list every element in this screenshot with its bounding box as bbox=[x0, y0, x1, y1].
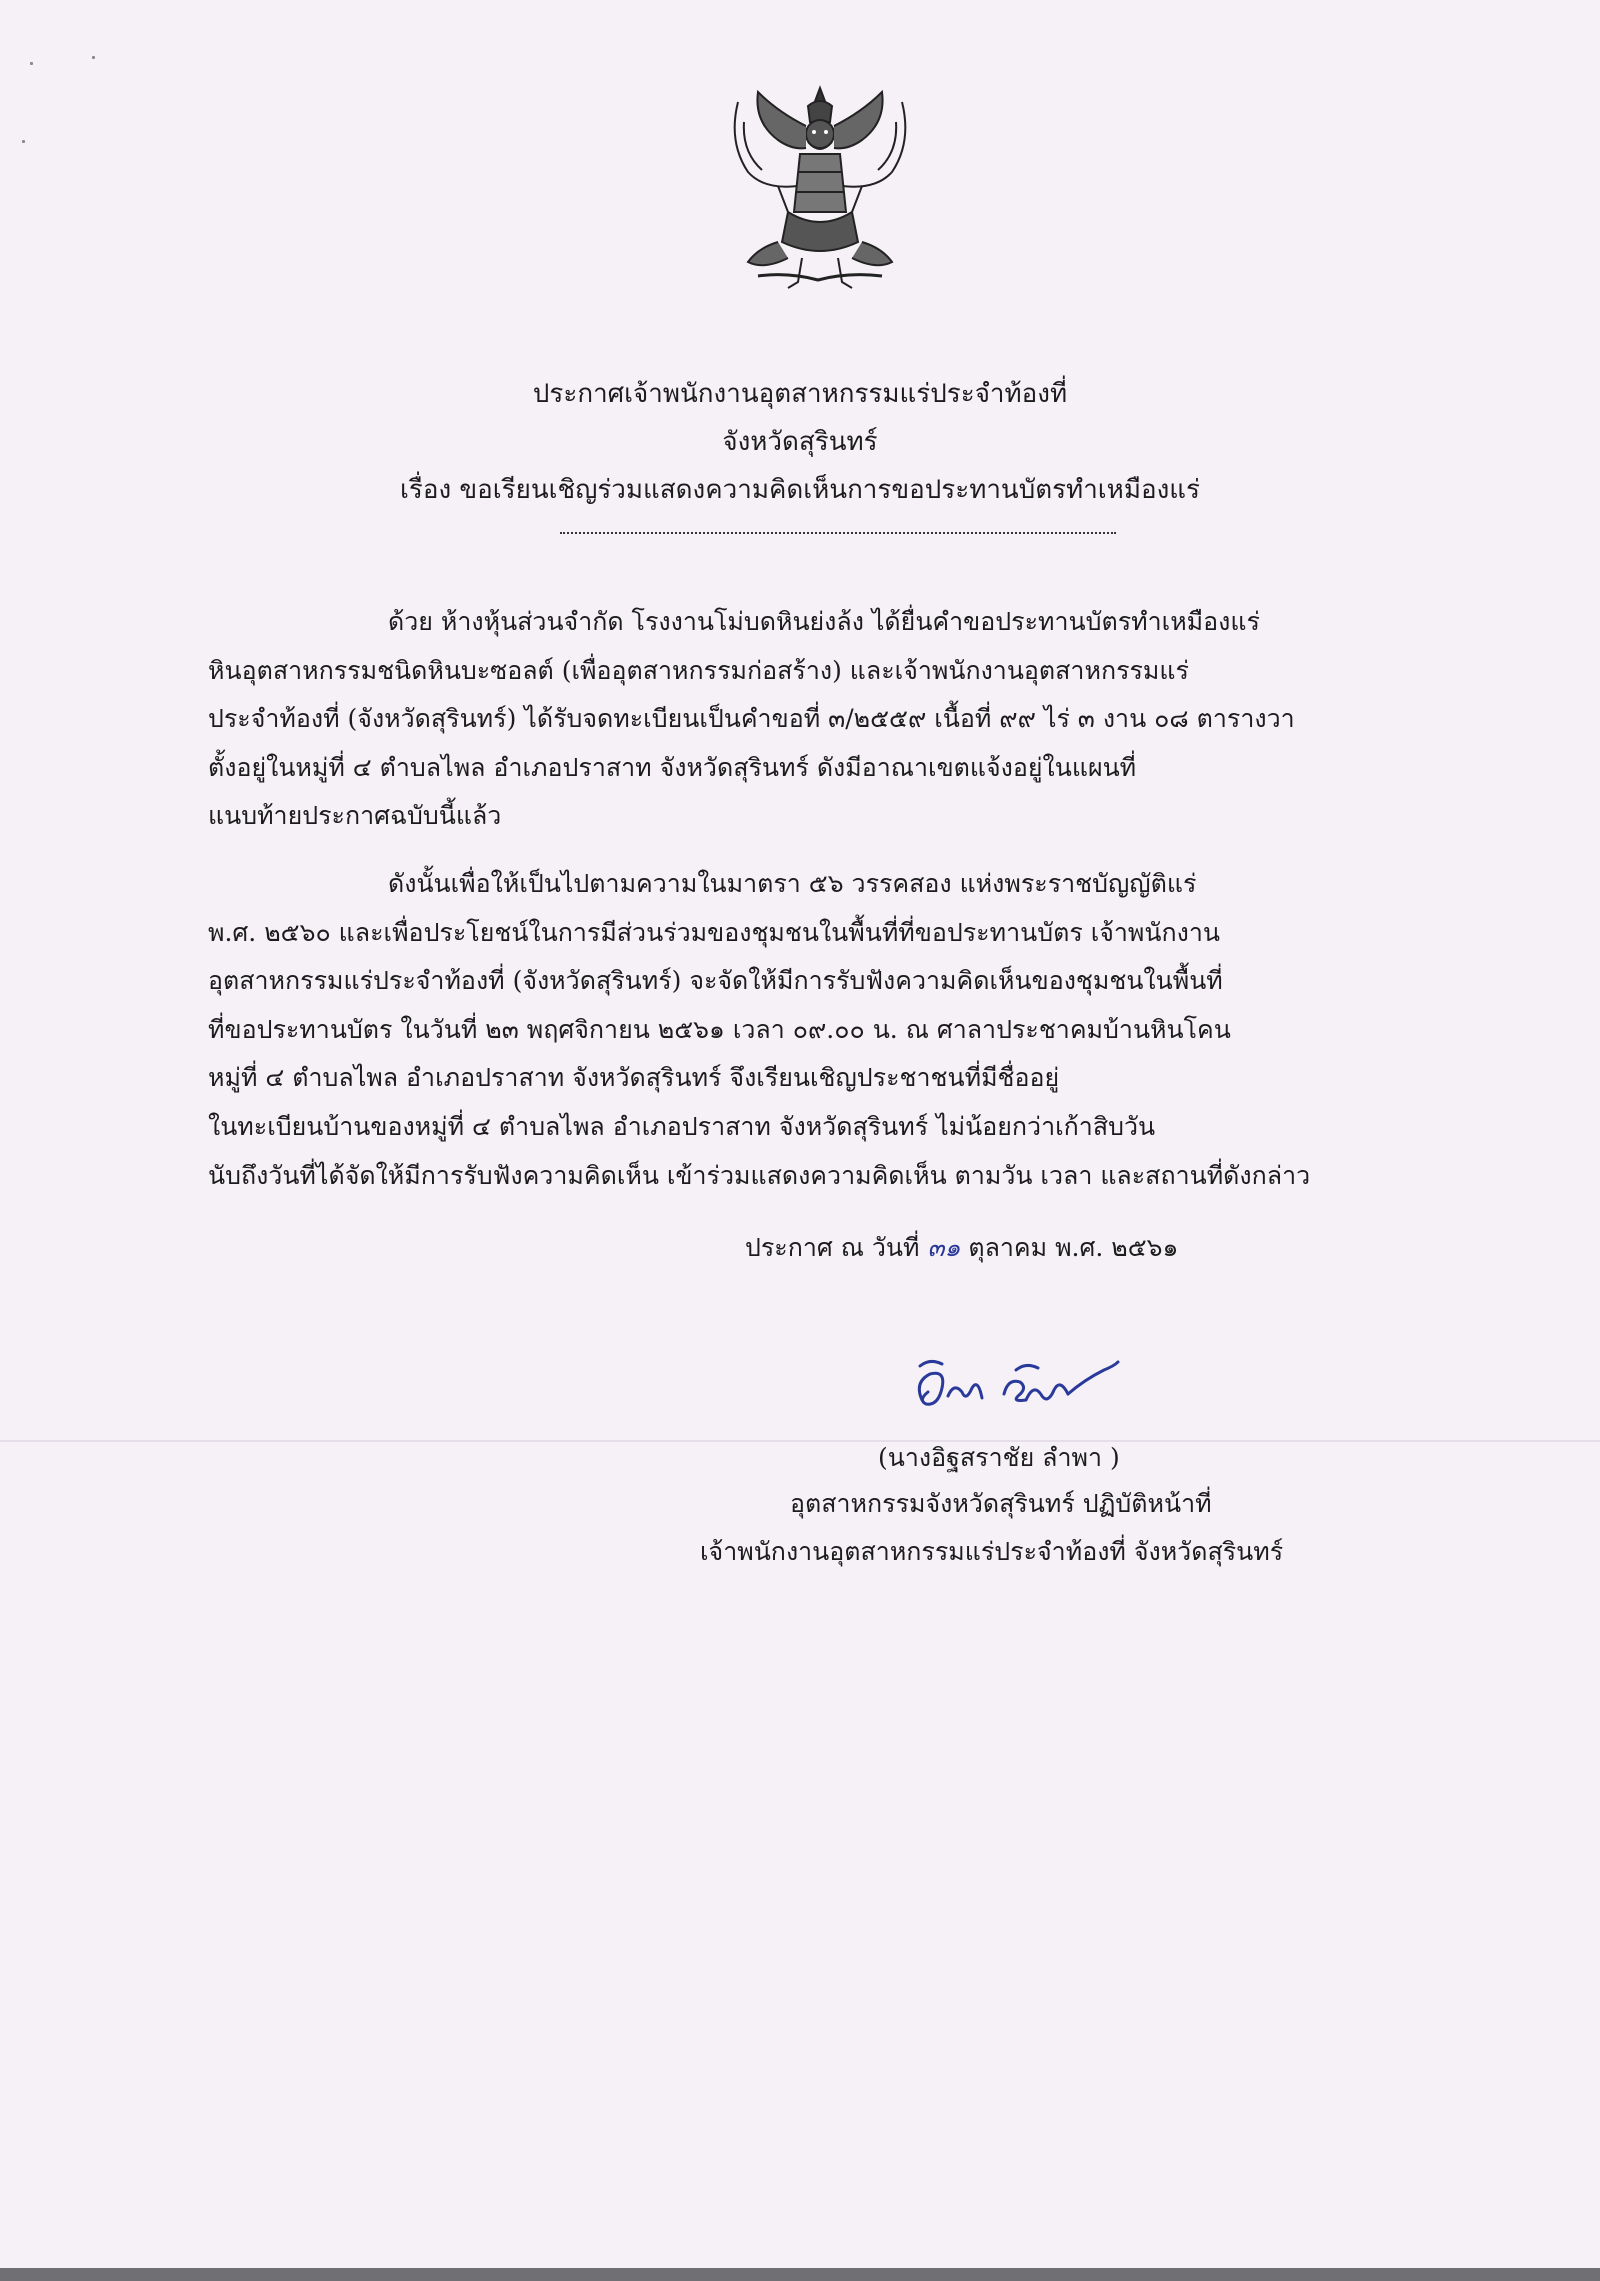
paragraph-2-line: นับถึงวันที่ได้จัดให้มีการรับฟังความคิดเห็น เข้าร่วมแสดงความคิดเห็น ตามวัน เวลา และสถานที่ดังกล่าว bbox=[208, 1160, 1311, 1190]
announcement-date bbox=[745, 1224, 1178, 1272]
header-divider bbox=[560, 532, 1116, 534]
paragraph-1-line: แนบท้ายประกาศฉบับนี้แล้ว bbox=[208, 801, 502, 831]
province-title: จังหวัดสุรินทร์ bbox=[722, 427, 878, 457]
paragraph-1 bbox=[208, 598, 1408, 841]
signatory-title-1: อุตสาหกรรมจังหวัดสุรินทร์ ปฏิบัติหน้าที่ bbox=[790, 1489, 1212, 1518]
garuda-emblem bbox=[718, 82, 922, 296]
notice-title: ประกาศเจ้าพนักงานอุตสาหกรรมแร่ประจำท้องที่ bbox=[532, 379, 1068, 409]
paragraph-1-line: ตั้งอยู่ในหมู่ที่ ๔ ตำบลไพล อำเภอปราสาท จังหวัดสุรินทร์ ดังมีอาณาเขตแจ้งอยู่ในแผนที่ bbox=[208, 752, 1137, 782]
paper-fold-line bbox=[0, 1440, 1600, 1442]
paragraph-2-line: ดังนั้นเพื่อให้เป็นไปตามความในมาตรา ๕๖ วรรคสอง แห่งพระราชบัญญัติแร่ bbox=[388, 869, 1197, 898]
scan-speck bbox=[30, 62, 33, 65]
paragraph-1-line: หินอุตสาหกรรมชนิดหินบะซอลต์ (เพื่ออุตสาหกรรมก่อสร้าง) และเจ้าพนักงานอุตสาหกรรมแร่ bbox=[208, 655, 1189, 685]
handwritten-day: ๓๑ bbox=[927, 1233, 961, 1262]
paragraph-1-line: ประจำท้องที่ (จังหวัดสุรินทร์) ได้รับจดทะเบียนเป็นคำขอที่ ๓/๒๕๕๙ เนื้อที่ ๙๙ ไร่ ๓ งาน ๐๘ ตารางวา bbox=[208, 704, 1295, 734]
paragraph-1-line: ด้วย ห้างหุ้นส่วนจำกัด โรงงานโม่บดหินย่งล้ง ได้ยื่นคำขอประทานบัตรทำเหมืองแร่ bbox=[388, 607, 1260, 636]
paragraph-2-line: ที่ขอประทานบัตร ในวันที่ ๒๓ พฤศจิกายน ๒๕๖๑ เวลา ๐๙.๐๐ น. ณ ศาลาประชาคมบ้านหินโคน bbox=[208, 1014, 1231, 1044]
date-prefix: ประกาศ ณ วันที่ bbox=[745, 1233, 928, 1262]
date-suffix: ตุลาคม พ.ศ. ๒๕๖๑ bbox=[960, 1233, 1179, 1262]
paragraph-2-line: พ.ศ. ๒๕๖๐ และเพื่อประโยชน์ในการมีส่วนร่วมของชุมชนในพื้นที่ที่ขอประทานบัตร เจ้าพนักงาน bbox=[208, 917, 1220, 947]
paragraph-2 bbox=[208, 860, 1408, 1200]
signatory-title-2: เจ้าพนักงานอุตสาหกรรมแร่ประจำท้องที่ จังหวัดสุรินทร์ bbox=[700, 1537, 1284, 1566]
signatory-name: (นางอิฐสราชัย ลำพา ) bbox=[878, 1443, 1120, 1472]
scan-bottom-edge bbox=[0, 2268, 1600, 2281]
paragraph-2-line: ในทะเบียนบ้านของหมู่ที่ ๔ ตำบลไพล อำเภอปราสาท จังหวัดสุรินทร์ ไม่น้อยกว่าเก้าสิบวัน bbox=[208, 1111, 1156, 1141]
paragraph-2-line: หมู่ที่ ๔ ตำบลไพล อำเภอปราสาท จังหวัดสุรินทร์ จึงเรียนเชิญประชาชนที่มีชื่ออยู่ bbox=[208, 1063, 1060, 1093]
handwritten-signature bbox=[908, 1352, 1128, 1422]
subject-line: เรื่อง ขอเรียนเชิญร่วมแสดงความคิดเห็นการขอประทานบัตรทำเหมืองแร่ bbox=[399, 475, 1200, 505]
paragraph-2-line: อุตสาหกรรมแร่ประจำท้องที่ (จังหวัดสุรินทร์) จะจัดให้มีการรับฟังความคิดเห็นของชุมชนในพื้นที่ bbox=[208, 966, 1223, 996]
scan-speck bbox=[92, 56, 95, 59]
scan-speck bbox=[22, 140, 25, 143]
